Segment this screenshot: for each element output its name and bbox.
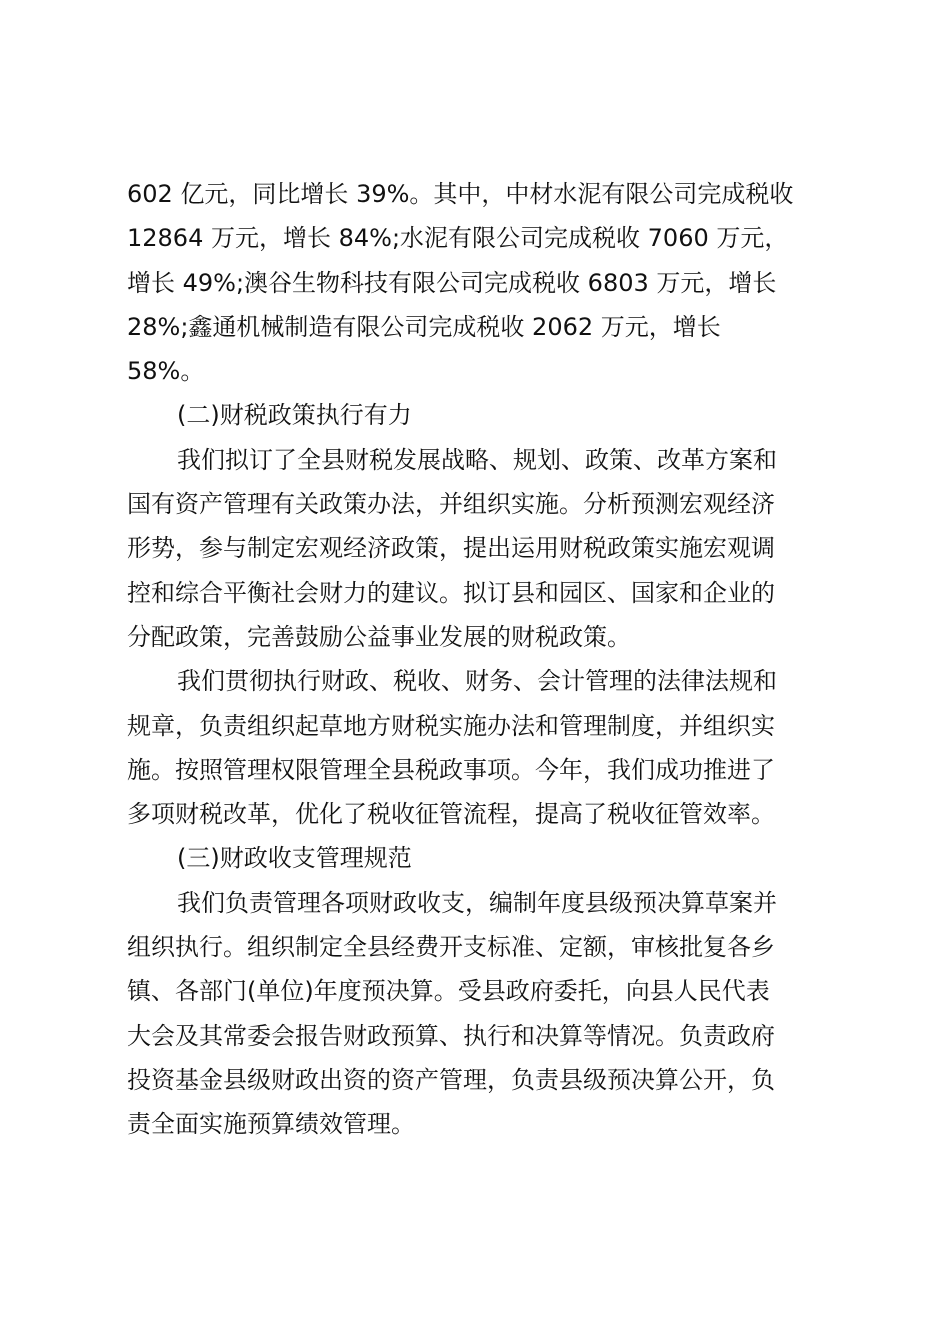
text-line: 我们拟订了全县财税发展战略、规划、政策、改革方案和 (177, 445, 777, 474)
text-line: 控和综合平衡社会财力的建议。拟订县和园区、国家和企业的 (127, 578, 775, 607)
text-line: 602 亿元，同比增长 39%。其中，中材水泥有限公司完成税收 (127, 180, 794, 208)
text-line: 58%。 (127, 357, 205, 386)
document-body (127, 172, 827, 1147)
text-line: 多项财税改革，优化了税收征管流程，提高了税收征管效率。 (127, 800, 775, 829)
text-line: 施。按照管理权限管理全县税政事项。今年，我们成功推进了 (127, 755, 775, 784)
text-line: 组织执行。组织制定全县经费开支标准、定额，审核批复各乡 (127, 933, 775, 962)
section-heading: (三)财政收支管理规范 (177, 844, 412, 873)
text-line: 我们负责管理各项财政收支，编制年度县级预决算草案并 (177, 888, 777, 917)
text-line: 形势，参与制定宏观经济政策，提出运用财税政策实施宏观调 (127, 534, 775, 563)
section-heading: (二)财税政策执行有力 (177, 401, 412, 430)
text-line: 镇、各部门(单位)年度预决算。受县政府委托，向县人民代表 (127, 977, 770, 1006)
text-line: 投资基金县级财政出资的资产管理，负责县级预决算公开，负 (127, 1065, 775, 1094)
text-line: 责全面实施预算绩效管理。 (127, 1110, 415, 1139)
text-line: 规章，负责组织起草地方财税实施办法和管理制度，并组织实 (127, 711, 775, 740)
text-line: 12864 万元，增长 84%;水泥有限公司完成税收 7060 万元， (127, 224, 789, 253)
text-line: 我们贯彻执行财政、税收、财务、会计管理的法律法规和 (177, 667, 777, 696)
text-line: 分配政策，完善鼓励公益事业发展的财税政策。 (127, 622, 631, 651)
text-line: 28%;鑫通机械制造有限公司完成税收 2062 万元，增长 (127, 312, 721, 341)
text-line: 大会及其常委会报告财政预算、执行和决算等情况。负责政府 (127, 1021, 775, 1050)
text-line: 国有资产管理有关政策办法，并组织实施。分析预测宏观经济 (127, 490, 775, 519)
text-line: 增长 49%;澳谷生物科技有限公司完成税收 6803 万元，增长 (127, 268, 777, 297)
